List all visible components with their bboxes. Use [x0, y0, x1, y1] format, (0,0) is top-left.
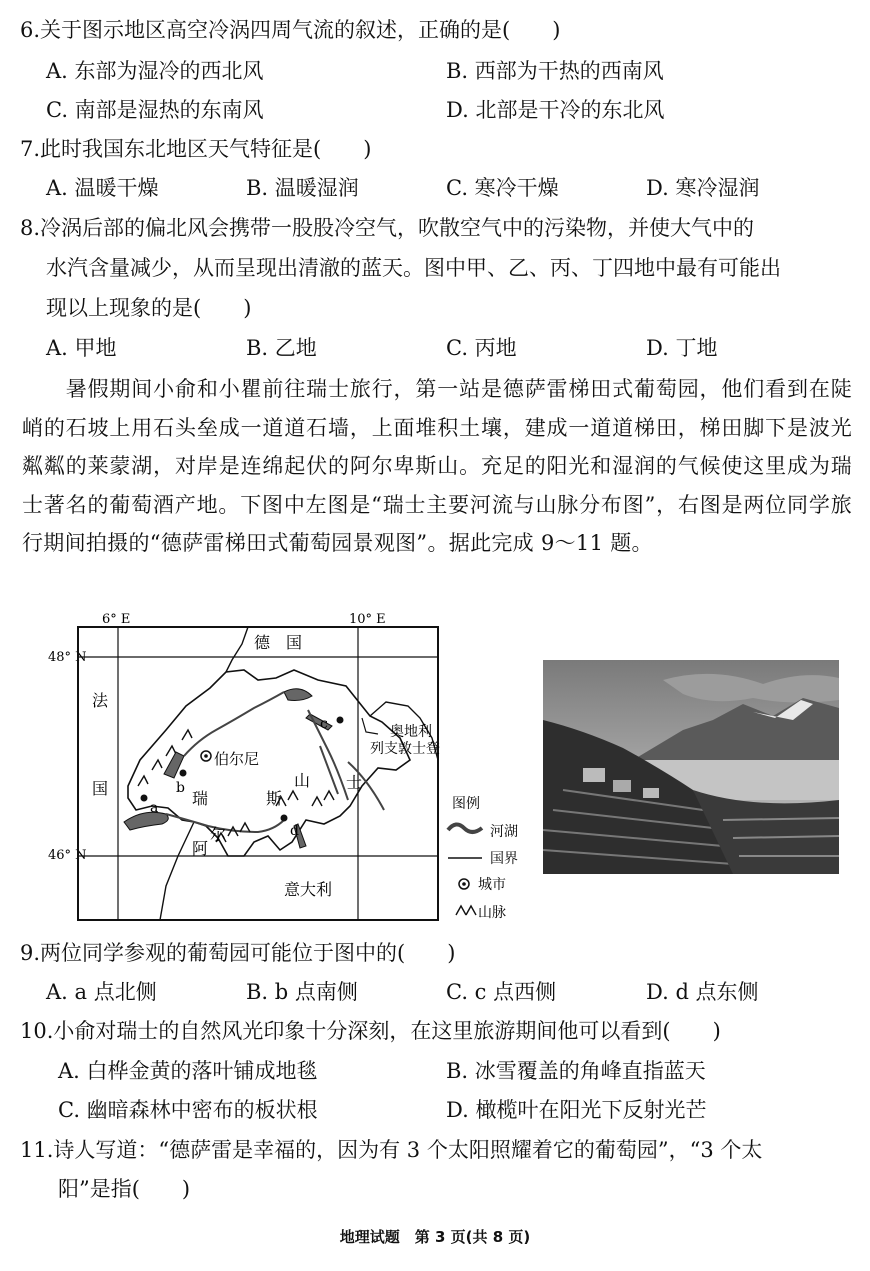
q11-stem-line2: 阳”是指( ) — [58, 1177, 191, 1201]
map-frame — [78, 627, 438, 920]
q7-option-a: A. 温暖干燥 — [46, 176, 159, 200]
liechtenstein-label: 列支敦士登 — [370, 741, 440, 757]
lake-zurich — [306, 714, 332, 730]
point-d-label: d — [290, 823, 299, 839]
q10-option-a: A. 白桦金黄的落叶铺成地毯 — [58, 1059, 318, 1083]
italy-label: 意大利 — [284, 880, 333, 899]
italy-france-border — [160, 822, 194, 920]
q8-option-d: D. 丁地 — [646, 336, 718, 360]
q7-stem: 7.此时我国东北地区天气特征是( ) — [20, 137, 372, 161]
q6-option-d: D. 北部是干冷的东北风 — [446, 98, 665, 122]
liechtenstein-border — [362, 718, 378, 734]
q9-option-d: D. d 点东侧 — [646, 980, 759, 1004]
er-label: 尔 — [210, 825, 227, 844]
longitude-10e-label: 10° E — [349, 612, 386, 627]
q9-option-b: B. b 点南侧 — [246, 980, 358, 1004]
q8-option-a: A. 甲地 — [46, 336, 117, 360]
point-b-marker — [180, 770, 187, 777]
bern-label: 伯尔尼 — [214, 750, 260, 768]
shi-label: 士 — [346, 773, 363, 792]
legend-border-label: 国界 — [490, 851, 518, 867]
q10-option-c: C. 幽暗森林中密布的板状根 — [58, 1098, 318, 1122]
shan-label: 山 — [294, 771, 311, 790]
switzerland-river-mountain-map — [48, 610, 538, 928]
q11-stem-line1: 11.诗人写道：“德萨雷是幸福的，因为有 3 个太阳照耀着它的葡萄园”，“3 个太 — [20, 1138, 763, 1162]
aare-river — [184, 692, 284, 756]
point-a-label: a — [150, 800, 159, 816]
q10-option-d: D. 橄榄叶在阳光下反射光芒 — [446, 1098, 707, 1122]
austria-label: 奥地利 — [390, 724, 432, 740]
q6-option-a: A. 东部为湿冷的西北风 — [46, 59, 264, 83]
vineyard-landscape-photo — [543, 660, 839, 874]
q7-option-d: D. 寒冷湿润 — [646, 176, 760, 200]
jura-mountain-symbols — [138, 730, 192, 786]
q10-option-b: B. 冰雪覆盖的角峰直指蓝天 — [446, 1059, 706, 1083]
france-label-1: 法 — [92, 691, 109, 710]
q8-stem-line1: 8.冷涡后部的偏北风会携带一股股冷空气，吹散空气中的污染物，并使大气中的 — [20, 216, 755, 240]
france-label-2: 国 — [92, 779, 109, 798]
q8-option-c: C. 丙地 — [446, 336, 517, 360]
latitude-46n-label: 46° N — [48, 848, 87, 863]
legend-river-symbol — [448, 824, 482, 832]
legend-mountain-label: 山脉 — [478, 905, 506, 921]
q8-stem-line2: 水汽含量减少，从而呈现出清澈的蓝天。图中甲、乙、丙、丁四地中最有可能出 — [46, 256, 781, 280]
legend-river-label: 河湖 — [490, 824, 518, 840]
q7-option-b: B. 温暖湿润 — [246, 176, 359, 200]
point-d-marker — [281, 815, 288, 822]
q9-option-c: C. c 点西侧 — [446, 980, 557, 1004]
a-alps-label: 阿 — [192, 839, 209, 858]
q7-option-c: C. 寒冷干燥 — [446, 176, 559, 200]
q6-option-b: B. 西部为干热的西南风 — [446, 59, 664, 83]
point-b-label: b — [176, 780, 185, 796]
point-a-marker — [141, 795, 148, 802]
longitude-6e-label: 6° E — [102, 612, 131, 627]
legend-title: 图例 — [452, 796, 480, 812]
germany-france-border — [226, 627, 248, 672]
reading-passage: 暑假期间小俞和小瞿前往瑞士旅行，第一站是德萨雷梯田式葡萄园，他们看到在陡峭的石坡上用石头垒成一道道石墙，上面堆积土壤，建成一道道梯田，梯田脚下是波光粼粼的莱蒙湖，对岸是连绵起伏的阿尔卑斯山。充足的阳光和湿润的气候使这里成为瑞士著名的葡萄酒产地。下图中左图是“瑞士主要河流与山脉分布图”，右图是两位同学旅行期间拍摄的“德萨雷梯田式葡萄园景观图”。据此完成 9～11 题。 — [22, 377, 852, 556]
q9-option-a: A. a 点北侧 — [46, 980, 157, 1004]
q6-option-c: C. 南部是湿热的东南风 — [46, 98, 264, 122]
lake-constance — [284, 689, 312, 701]
legend-mountain-symbol — [456, 906, 476, 915]
point-c-label: c — [320, 716, 328, 732]
lake-geneva — [124, 812, 168, 830]
q6-stem: 6.关于图示地区高空冷涡四周气流的叙述，正确的是( ) — [20, 18, 561, 42]
legend-city-label: 城市 — [478, 877, 506, 893]
q9-stem: 9.两位同学参观的葡萄园可能位于图中的( ) — [20, 941, 456, 965]
latitude-48n-label: 48° N — [48, 650, 87, 665]
germany-label: 德 国 — [254, 633, 303, 652]
point-c-marker — [337, 717, 344, 724]
q8-stem-line3: 现以上现象的是( ) — [46, 296, 252, 320]
si-label: 斯 — [266, 789, 283, 808]
page-footer: 地理试题 第 3 页(共 8 页) — [339, 1228, 531, 1246]
rui-label: 瑞 — [192, 789, 209, 808]
q8-option-b: B. 乙地 — [246, 336, 317, 360]
q10-stem: 10.小俞对瑞士的自然风光印象十分深刻，在这里旅游期间他可以看到( ) — [20, 1019, 721, 1043]
